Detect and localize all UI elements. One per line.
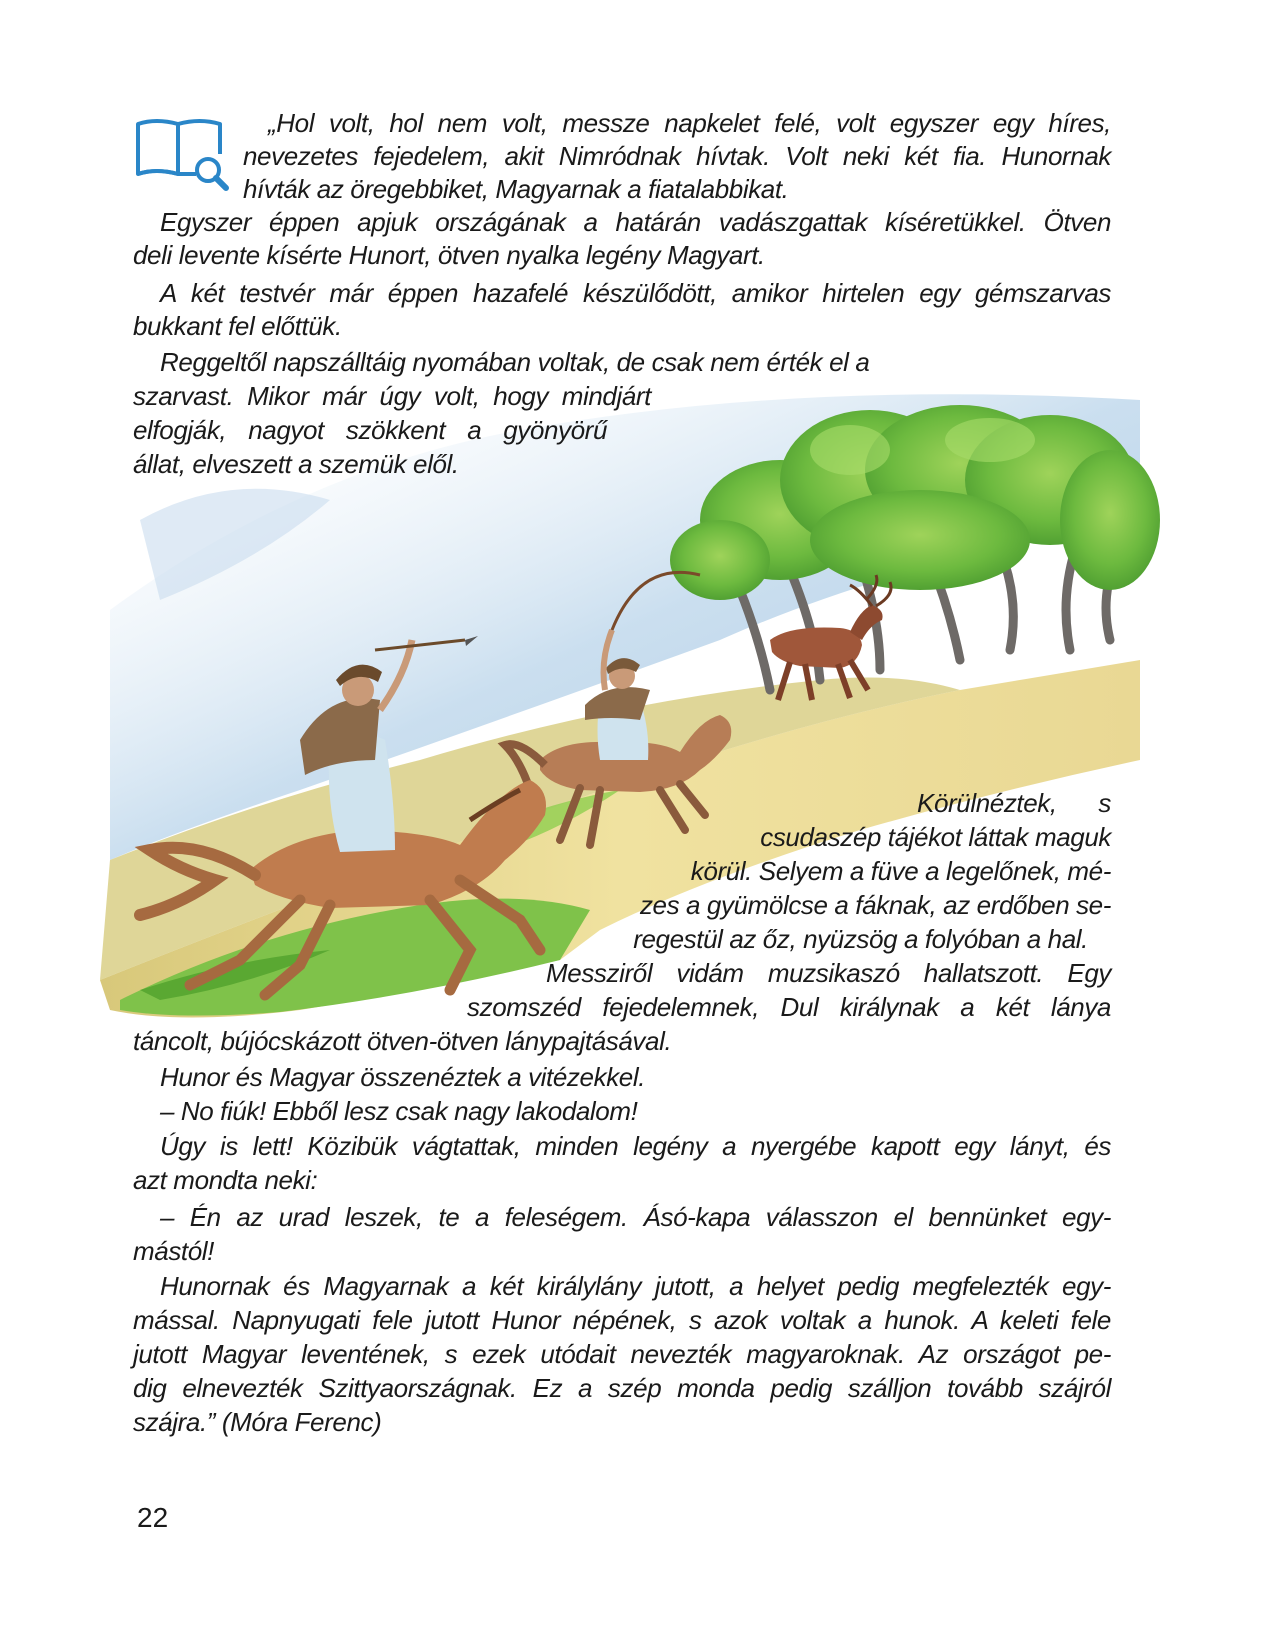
- story-line-22: Úgy is lett! Közibük vágtattak, minden legény a nyergébe kapott egy lányt, és: [160, 1131, 1111, 1161]
- story-line-2: nevezetes fejedelem, akit Nimródnak hívtak. Volt neki két fia. Hunornak: [243, 141, 1111, 171]
- book-magnifier-icon: [134, 118, 230, 192]
- story-line-28: jutott Magyar leventének, s ezek utódait nevezték magyaroknak. Az országot pe-: [133, 1339, 1111, 1369]
- story-line-1: „Hol volt, hol nem volt, messze napkelet felé, volt egyszer egy híres,: [268, 108, 1111, 138]
- story-line-14: körül. Selyem a füve a legelőnek, mé-: [690, 856, 1111, 886]
- story-line-3: hívták az öregebbiket, Magyarnak a fiatalabbikat.: [243, 174, 789, 204]
- story-line-13: csudaszép tájékot láttak maguk: [760, 822, 1111, 852]
- story-line-23: azt mondta neki:: [133, 1165, 318, 1195]
- story-line-30: szájra.” (Móra Ferenc): [133, 1407, 382, 1437]
- story-line-29: dig elnevezték Szittyaországnak. Ez a szép monda pedig szálljon tovább szájról: [133, 1373, 1111, 1403]
- story-line-27: mással. Napnyugati fele jutott Hunor népének, s azok voltak a hunok. A keleti fele: [133, 1305, 1111, 1335]
- story-line-25: mástól!: [133, 1236, 215, 1266]
- story-line-26: Hunornak és Magyarnak a két királylány jutott, a helyet pedig megfelezték egy-: [160, 1271, 1111, 1301]
- story-line-16: regestül az őz, nyüzsög a folyóban a hal.: [633, 924, 1088, 954]
- story-line-10: elfogják, nagyot szökkent a gyönyörű: [133, 415, 607, 445]
- story-line-18: szomszéd fejedelemnek, Dul királynak a két lánya: [467, 992, 1111, 1022]
- story-line-7: bukkant fel előttük.: [133, 311, 342, 341]
- story-line-19: táncolt, bújócskázott ötven-ötven lánypajtásával.: [133, 1026, 672, 1056]
- story-line-4: Egyszer éppen apjuk országának a határán vadászgattak kíséretükkel. Ötven: [160, 207, 1111, 237]
- story-line-11: állat, elveszett a szemük elől.: [133, 449, 459, 479]
- story-line-12: Körülnéztek, s: [917, 788, 1111, 818]
- story-line-15: zes a gyümölcse a fáknak, az erdőben se-: [639, 890, 1111, 920]
- story-line-8: Reggeltől napszálltáig nyomában voltak, de csak nem érték el a: [160, 347, 870, 377]
- story-line-9: szarvast. Mikor már úgy volt, hogy mindjárt: [133, 381, 651, 411]
- page-number: 22: [137, 1502, 169, 1533]
- story-line-6: A két testvér már éppen hazafelé készülődött, amikor hirtelen egy gémszarvas: [160, 278, 1111, 308]
- story-line-24: – Én az urad leszek, te a feleségem. Ásó-kapa válasszon el bennünket egy-: [160, 1202, 1111, 1232]
- story-line-21: – No fiúk! Ebből lesz csak nagy lakodalom!: [160, 1096, 638, 1126]
- story-line-5: deli levente kísérte Hunort, ötven nyalka legény Magyart.: [133, 240, 765, 270]
- story-line-20: Hunor és Magyar összenéztek a vitézekkel.: [160, 1062, 646, 1092]
- story-line-17: Messziről vidám muzsikaszó hallatszott. Egy: [546, 958, 1111, 988]
